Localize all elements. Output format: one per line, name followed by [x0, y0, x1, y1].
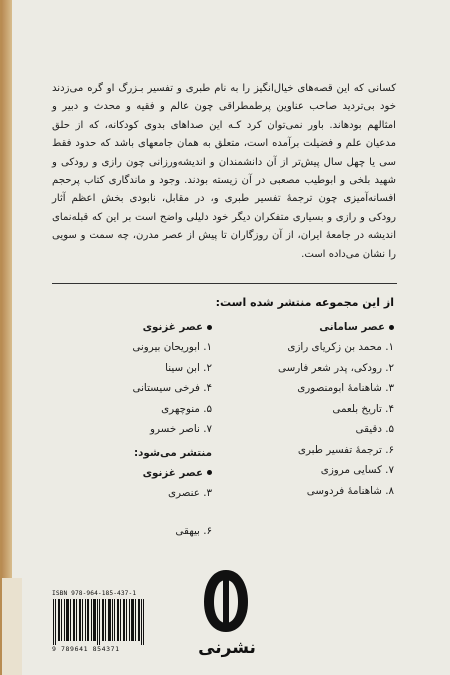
list-item: ۱. محمد بن زکریای رازی [287, 341, 394, 353]
bullet-icon [207, 325, 212, 330]
barcode-digits: 9 789641 854371 [52, 645, 120, 653]
barcode [52, 590, 149, 656]
list-item: ۸. شاهنامهٔ فردوسی [306, 484, 394, 497]
list-item: ۴. تاریخ بلعمی [332, 402, 394, 415]
list-item: ۲. ابن سینا [165, 361, 212, 374]
isbn-text: ISBN 978-964-185-437-1 [52, 590, 137, 597]
samanid-list [224, 317, 394, 501]
samanid-section-title [224, 317, 394, 337]
list-item: ۴. فرخی سیستانی [132, 382, 212, 394]
list-item: ۷. کسایی مروزی [320, 464, 394, 476]
list-item: ۲. رودکی، پدر شعر فارسی [278, 361, 394, 374]
library-sticker [2, 578, 22, 675]
ghaznavid-section-title [82, 317, 212, 337]
blurb-paragraph: کسانی که این قصه‌های خیال‌انگیز را به نام طبری و تفسیر بـزرگ او گره می‌زدند خود بی‌تردید صاحب عناوین پرطمطراقی چون عالم و فقیه و محدث و دبیر و امثالهم بودهاند. باور نمی‌توان کرد کـه این صداهای بدوی کودکانه، که از حلق مدعیان علم و فضیلت برآمده است، متعلق به همان جامعهای باشد که حدود فقط سی یا چهل سال پیش‌تر از آن دانشمندان و اندیشه‌ورزانی چون رازی و رودکی و شهید بلخی و ابوطیب مصعبی در آن زیسته بودند. وجود و ماندگاری کتاب پرحجم افسانه‌آمیزی چون ترجمهٔ تفسیر طبری و، در مقابل، نابودی بخش اعظم آثار رودکی و رازی و بسیاری متفکران دیگر خود دلیلی واضح است بر این که قبله‌نمای اندیشه در جامعهٔ ایران، از آن روزگاران تا پیش از عصر مدرن، چه سمت و سویی را نشان می‌داده است. [52, 83, 396, 260]
list-item: ۳. عنصری [168, 486, 212, 499]
list-item: ۶. بیهقی [175, 525, 212, 537]
forthcoming-title: عصر غزنوی [142, 466, 203, 479]
list-item: ۱. ابوریحان بیرونی [132, 341, 212, 353]
bullet-icon [389, 325, 394, 330]
samanid-title: عصر سامانی [319, 321, 385, 333]
list-item: ۳. شاهنامهٔ ابومنصوری [297, 382, 394, 394]
forthcoming-heading: منتشر می‌شود: [133, 446, 212, 459]
series-heading: از این مجموعه منتشر شده است: [215, 296, 394, 309]
barcode-bars-icon [52, 599, 149, 645]
list-item: ۶. ترجمهٔ تفسیر طبری [297, 443, 394, 456]
divider [52, 283, 397, 284]
forthcoming-section-title [82, 463, 212, 483]
ghaznavid-title: عصر غزنوی [142, 321, 203, 333]
list-item: ۷. ناصر خسرو [150, 423, 212, 435]
ghaznavid-list [82, 317, 212, 542]
list-item: ۵. منوچهری [161, 402, 212, 415]
spine-edge [2, 0, 12, 675]
publisher-name: نشرنی [198, 638, 256, 658]
bullet-icon [207, 470, 212, 475]
list-item: ۵. دقیقی [355, 423, 394, 435]
